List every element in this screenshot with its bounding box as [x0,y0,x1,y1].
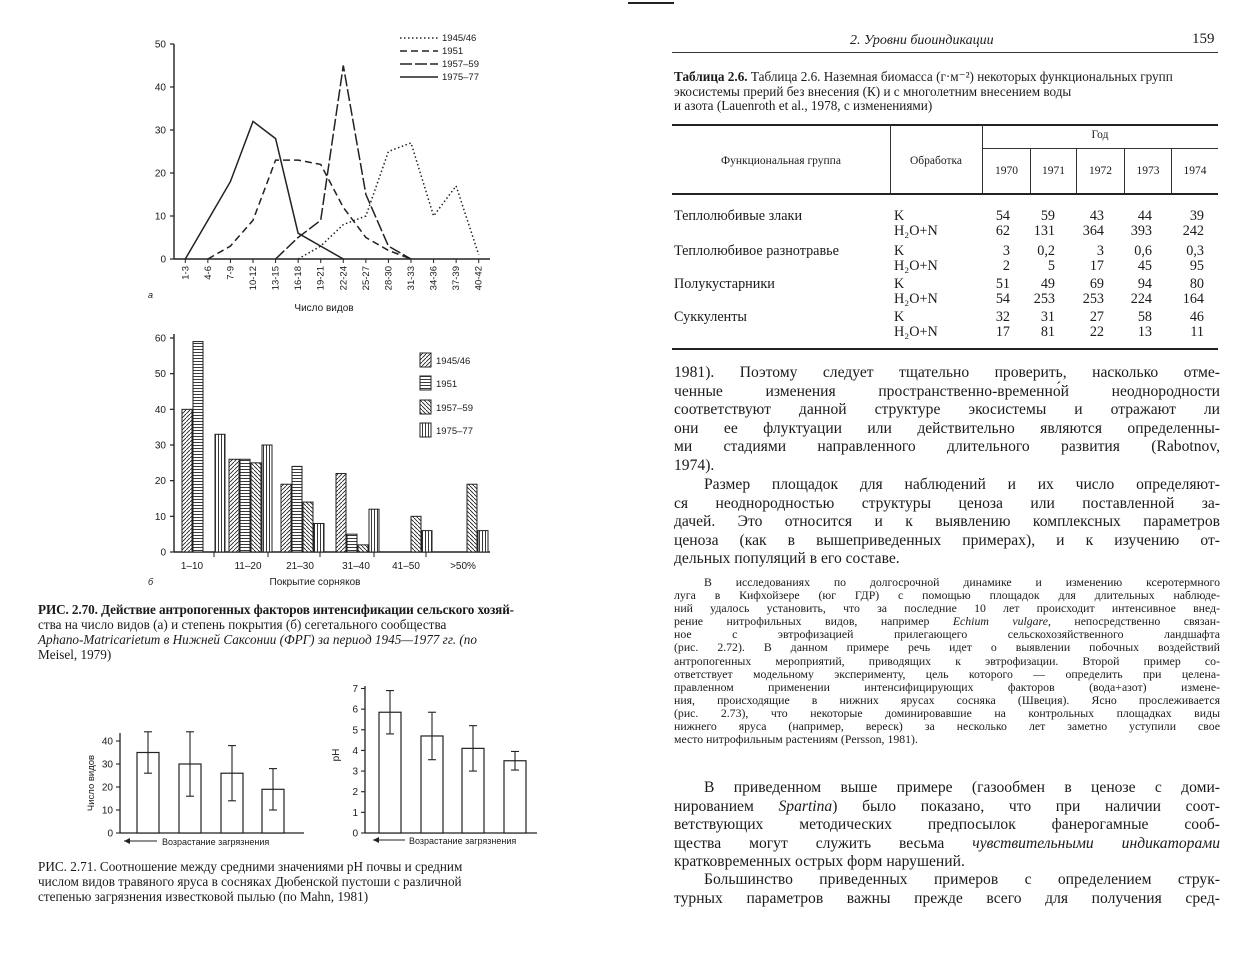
fig271-species-arrow [124,838,157,844]
fig270a-xtick-label: 28-30 [383,266,395,291]
p2-line: дельных популяций в его составе. [674,550,900,568]
fig271-ph-ylabel: pH [331,748,342,762]
table-year-1971: 1971 [1042,165,1065,177]
fig270b-bar [478,531,488,552]
paragraph-1 [674,364,1220,476]
table-row-treatment-h2on: H₂O+N [894,258,938,274]
caption270-line2: ства на число видов (а) и степень покрытия (б) сегетального сообщества [38,617,447,632]
fig270a-xtick-label: 13-15 [270,266,282,291]
caption271-line1: РИС. 2.71. Соотношение между средними значениями pH почвы и средним [38,859,463,874]
table-cell-value: 49 [1040,276,1055,292]
p1-line: ченные изменения пространственно-временно́й неоднородности [674,382,1220,400]
table-cell-value: 39 [1189,208,1204,224]
table-cell-value: 224 [1130,291,1152,307]
table-cell-value: 44 [1137,208,1152,224]
table-cell-value: 3 [1096,243,1104,259]
fig270b-ytick-label: 20 [154,476,166,488]
table-row-treatment-h2on: H₂O+N [894,223,938,239]
fig270a-ytick-label: 20 [154,168,166,180]
top-rule [628,2,674,4]
fig271-species-ylabel: Число видов [86,754,97,812]
fig270a-xtick-label: 37-39 [451,266,463,291]
fig270b-bar [262,445,272,552]
paragraph-3 [674,779,1220,872]
fig270a-ytick-label: 40 [154,82,166,94]
fig270b-bar [314,523,324,552]
table-year-1974: 1974 [1183,165,1207,177]
fig270b-bar [358,545,368,552]
p2-line: Размер площадок для наблюдений и их число определяют- [704,476,1220,493]
small-line: место нитрофильным растениям (Persson, 1981). [674,732,918,747]
fig270a-xtick-label: 7-9 [225,266,237,280]
header-rule [672,52,1218,53]
fig270b-bar [369,509,379,552]
fig270a-ytick-label: 50 [154,39,166,51]
italic-term: чувствительными индикаторами [972,834,1220,852]
table-bottom-rule [672,348,1218,350]
small-line: В исследованиях по долгосрочной динамике и изменению ксеротермного [704,575,1220,589]
fig270a-ytick-label: 10 [154,211,166,223]
fig271-ph-ytick-label: 5 [352,725,358,737]
table-header-rule [672,193,1218,195]
biomass-table [672,124,1218,350]
fig270a-xlabel: Число видов [294,303,354,314]
fig271-species-ytick-label: 10 [101,805,113,817]
p3-line: нированием Spartina) было показано, что при наличии соот- [674,797,1220,815]
table-row-treatment-h2on: H₂O+N [894,324,938,340]
fig270b-bar [251,463,261,552]
fig270b-ytick-label: 40 [154,404,166,416]
fig270a-panel-letter: а [148,290,154,300]
fig271-ph-ytick-label: 1 [352,807,358,819]
caption270-line4: Meisel, 1979) [38,647,112,662]
table-cell-value: 69 [1089,276,1104,292]
table-cell-value: 95 [1189,258,1204,274]
fig270b-legend-2: 1951 [436,379,458,390]
p4-line: Большинство приведенных примеров с определением струк- [704,871,1220,888]
fig270a-legend [400,33,479,83]
small-line: рение нитрофильных видов, например Echium vulgare, непосредственно связан- [674,614,1220,629]
fig270a-legend-4: 1975–77 [442,72,479,83]
fig271-ph-ytick-label: 3 [352,766,358,778]
table-cell-value: 17 [995,324,1010,340]
table-cell-value: 0,2 [1037,243,1055,259]
italic-term: Spartina [778,797,833,815]
table-cell-value: 62 [995,223,1010,239]
table-cell-value: 3 [1002,243,1010,259]
fig270a-legend-3: 1957–59 [442,59,479,70]
small-line: луга в Кифхойзере (юг ГДР) с помощью площадок для длительных наблюде- [674,588,1220,603]
paragraph-2 [674,476,1220,569]
table-row-treatment-k: K [894,208,905,224]
fig270b-bar [467,484,477,552]
p2-line: дачей. Это относится и к выявлению комплексных параметров [674,513,1220,531]
p1-line: 1981). Поэтому следует тщательно проверить, насколько отме- [674,364,1220,381]
table-cell-value: 59 [1040,208,1055,224]
running-head: 2. Уровни биоиндикации [850,33,994,48]
table-cell-value: 0,3 [1186,243,1204,259]
p1-line: ми стадиями направленного длительного развития (Rabotnov, [674,438,1220,456]
table-cell-value: 81 [1040,324,1055,340]
table-header-treatment: Обработка [909,155,962,167]
table-cell-value: 32 [995,309,1010,325]
fig270b-xtick-label: 21–30 [286,561,314,572]
table-row-treatment-k: K [894,276,905,292]
table-cell-value: 43 [1089,208,1104,224]
table-cell-value: 45 [1137,258,1152,274]
fig271-ph-xlabel: Возрастание загрязнения [409,836,517,846]
fig270a-xtick-label: 10-12 [248,266,259,291]
p1-line: они ее флуктуации или действительно являются определенны- [674,419,1220,437]
p1-line: 1974). [674,456,715,474]
table-cell-value: 46 [1189,309,1204,325]
table-row-group: Теплолюбивое разнотравье [674,243,839,259]
figure-270b [130,330,500,592]
fig271-ph-ytick-label: 0 [352,828,358,840]
fig270b-xlabel: Покрытие сорняков [269,577,361,588]
fig270b-bar [292,466,302,552]
table-cell-value: 94 [1137,276,1152,292]
fig270a-xtick-label: 16-18 [293,266,305,291]
table-cell-value: 27 [1089,309,1104,325]
fig270b-bar [336,474,346,552]
small-line: ния, происходящие в нижних ярусах сосняка (Швеция). Ясно прослеживается [674,692,1220,707]
fig270b-bar [182,409,192,552]
table-cell-value: 253 [1082,291,1104,307]
table-row-group: Суккуленты [674,309,747,325]
fig270a-ytick-label: 30 [154,125,166,137]
small-line: (рис. 2.73), что некоторые доминировавшие на контрольных площадках виды [674,705,1220,720]
table-cell-value: 393 [1130,223,1152,239]
fig270b-legend-3: 1957–59 [436,403,473,414]
table-cell-value: 31 [1040,309,1055,325]
fig270b-ytick-label: 50 [154,369,166,381]
fig270b-xtick-label: 41–50 [392,561,420,572]
fig270b-ytick-label: 60 [154,333,166,345]
table-cell-value: 54 [995,291,1010,307]
caption270-line3: Aphano-Matricarietum в Нижней Саксонии (ФРГ) за период 1945—1977 гг. (по [38,632,477,647]
table-cell-value: 11 [1190,324,1204,340]
table-title-line2: экосистемы прерий без внесения (К) и с многолетним внесением воды [674,83,1072,99]
p3-line: ветствующих методических предпосылок фанерогамные сооб- [674,816,1220,834]
fig270b-ytick-label: 10 [154,511,166,523]
fig271-species-ytick-label: 40 [101,736,113,748]
table-row-group: Полукустарники [674,276,775,292]
table-cell-value: 242 [1182,223,1204,239]
fig270b-bar [215,434,225,552]
small-line: антропогенных мероприятий, приводящих к эвтрофизации. Второй пример со- [674,653,1220,668]
fig270b-bar [422,531,432,552]
small-print-block [674,576,1220,746]
table-cell-value: 22 [1089,324,1104,340]
fig270a-series-line-3 [276,66,411,260]
table-top-rule [672,124,1218,126]
small-line: (рис. 2.72). В данном примере речь идет о выявлении побочных воздействий [674,640,1220,655]
figure-271-species [82,725,312,853]
table-row-treatment-h2on: H₂O+N [894,291,938,307]
fig271-ph-ytick-label: 2 [352,787,358,799]
table-year-1970: 1970 [995,165,1018,177]
fig271-ph-ytick-label: 7 [352,684,358,695]
fig270b-xtick-label: >50% [450,561,476,572]
table-row-group: Теплолюбивые злаки [674,208,803,224]
fig270b-xtick-label: 1–10 [180,561,204,572]
paragraph-4 [674,871,1220,908]
fig271-species-ytick-label: 0 [107,828,113,840]
p3-line: В приведенном выше примере (газообмен в ценозе с доми- [704,779,1220,796]
table-title [674,70,1222,114]
fig270b-bar [240,459,250,552]
fig270b-legend-4: 1975–77 [436,426,473,437]
caption271-line2: числом видов травяного яруса в сосняках Дюбенской пустоши с различной [38,874,462,889]
table-cell-value: 131 [1033,223,1055,239]
table-cell-value: 54 [995,208,1010,224]
table-cell-value: 5 [1047,258,1055,274]
italic-term: Echium vulgare [952,614,1048,629]
caption-fig-270 [38,602,583,662]
table-title-line1: Таблица 2.6. Таблица 2.6. Наземная биомасса (г·м⁻²) некоторых функциональных групп [674,69,1173,84]
small-line: ответствует модельному эксперименту, цель которого — определить при целена- [674,666,1220,681]
caption-fig-271 [38,859,583,904]
fig270b-bar [281,484,291,552]
p3-line: кратковременных острых форм нарушений. [674,853,965,871]
fig270b-ytick-label: 0 [160,547,166,559]
table-row-treatment-k: K [894,243,905,259]
fig270b-bar [303,502,313,552]
fig270a-xtick-label: 40-42 [473,266,485,291]
fig271-species-ytick-label: 20 [101,782,113,794]
figure-271-ph [325,680,547,850]
fig271-species-ytick-label: 30 [101,759,113,771]
p2-line: ценоза (как в вышеприведенных примерах), и к изучению от- [674,531,1220,549]
table-cell-value: 0,6 [1134,243,1152,259]
caption270-line1: РИС. 2.70. Действие антропогенных факторов интенсификации сельского хозяй- [38,602,514,617]
table-cell-value: 17 [1089,258,1104,274]
fig270b-panel-letter: б [148,577,154,587]
figure-270a [130,30,500,320]
fig270a-legend-1: 1945/46 [442,33,477,44]
table-row-treatment-k: K [894,309,905,325]
table-cell-value: 58 [1137,309,1152,325]
fig270a-xtick-label: 31-33 [406,266,417,291]
p3-line: щества могут служить весьма чувствительными индикаторами [674,834,1220,852]
table-cell-value: 13 [1137,324,1152,340]
small-line: ное с эвтрофизацией прилегающего сельскохозяйственного ландшафта [674,627,1220,642]
p4-line: турных параметров важны прежде всего для получения сред- [674,889,1220,907]
fig270a-xtick-label: 4-6 [202,266,214,280]
fig270a-xtick-label: 1-3 [180,266,192,280]
fig270a-legend-2: 1951 [442,46,464,57]
table-year-1972: 1972 [1089,165,1112,177]
table-header-group: Функциональная группа [721,155,841,167]
table-cell-value: 2 [1002,258,1010,274]
p2-line: ся неоднородностью структуры ценоза или поставленной за- [674,494,1220,512]
page-number: 159 [1192,31,1215,47]
table-header-year: Год [1091,129,1109,141]
fig271-ph-arrow [373,837,405,843]
fig270a-ytick-label: 0 [160,254,166,266]
caption271-line3: степенью загрязнения известковой пылью (по Mahn, 1981) [38,889,369,904]
table-cell-value: 51 [995,276,1010,292]
fig270a-xtick-label: 22-24 [338,266,350,291]
fig270b-bar [229,459,239,552]
table-year-1973: 1973 [1136,165,1160,177]
fig270b-ytick-label: 30 [154,440,166,452]
table-cell-value: 364 [1082,223,1104,239]
fig270b-xtick-label: 31–40 [342,561,370,572]
small-line: ний удалось установить, что за последние 10 лет происходит интенсивное внед- [674,601,1220,616]
fig270b-legend [420,353,473,437]
table-year-rule [982,148,1218,149]
table-cell-value: 253 [1033,291,1055,307]
table-title-text: Таблица 2.6. Наземная биомасса (г·м⁻²) некоторых функциональных групп [750,69,1173,84]
fig270b-legend-1: 1945/46 [436,356,471,367]
fig270b-xtick-label: 11–20 [234,561,262,572]
fig270a-xtick-label: 25-27 [360,266,372,291]
table-title-line3: и азота (Lauenroth et al., 1978, с изменениями) [674,98,933,113]
table-cell-value: 80 [1189,276,1204,292]
table-cell-value: 164 [1182,291,1204,307]
fig271-ph-ytick-label: 4 [352,745,358,757]
small-line: правленном применении интенсифицирующих факторов (вода+азот) измене- [674,679,1220,694]
small-line: нижнего яруса (например, вереск) за несколько лет заметно уступили свое [674,719,1220,734]
fig271-ph-ytick-label: 6 [352,704,358,716]
fig270a-xtick-label: 34-36 [428,266,440,291]
p1-line: соответствуют данной структуре экосистемы и отражают ли [674,401,1220,419]
fig270b-bar [347,534,357,552]
fig270a-xtick-label: 19-21 [315,266,327,291]
fig271-species-xlabel: Возрастание загрязнения [162,837,270,847]
fig270b-bar [193,342,203,552]
fig271-ph-bar [504,761,526,833]
fig270a-series-line-1 [298,143,479,259]
fig270b-bar [411,516,421,552]
